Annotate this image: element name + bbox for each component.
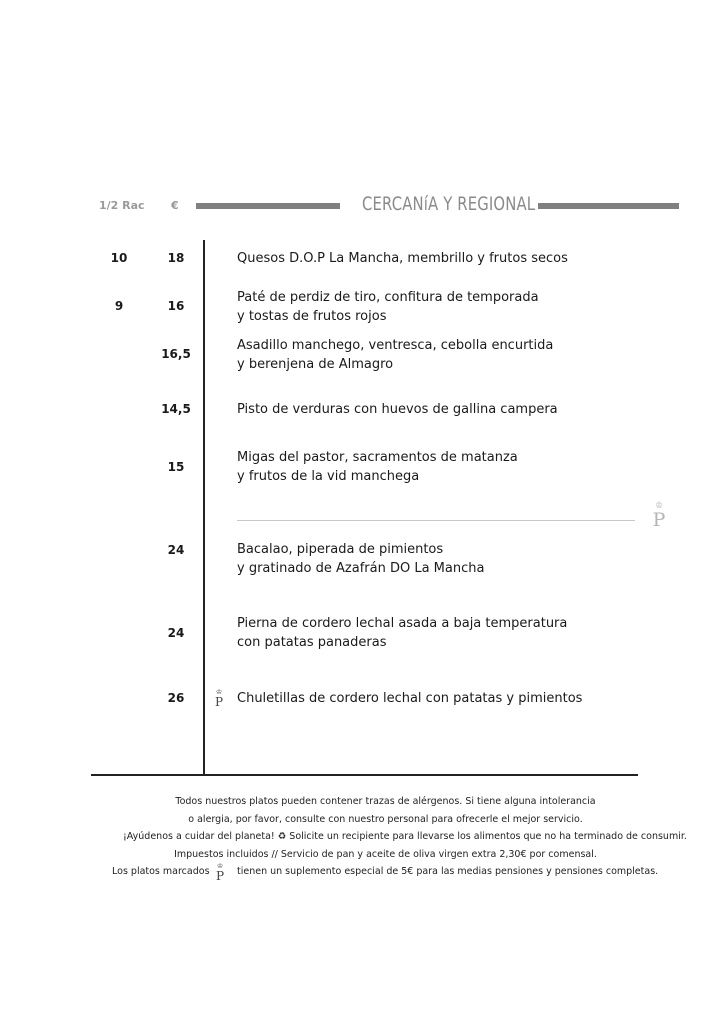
price-label: €	[171, 199, 179, 212]
dish-1-half-price: 10	[110, 251, 128, 265]
dish-2-half-price: 9	[114, 299, 124, 313]
header-bar-right	[538, 203, 679, 209]
dish-6-price: 24	[167, 543, 185, 557]
planet-notice: ¡Ayúdenos a cuidar del planeta! ♻ Solicite un recipiente para llevarse los alimentos que no ha terminado de consumir.	[123, 831, 687, 842]
dish-5-price: 15	[167, 460, 185, 474]
allergen-notice-line1: Todos nuestros platos pueden contener trazas de alérgenos. Si tiene alguna intolerancia	[175, 796, 596, 807]
dish-7-name: Pierna de cordero lechal asada a baja temperatura con patatas panaderas	[237, 616, 568, 650]
supplement-notice-end: tienen un suplemento especial de 5€ para las medias pensiones y pensiones completas.	[237, 866, 659, 877]
dish-3-price: 16,5	[161, 347, 191, 361]
section-separator	[237, 520, 635, 521]
dish-1-price: 18	[167, 251, 185, 265]
parador-p-icon: ♔ P	[214, 688, 224, 709]
dish-7-price: 24	[167, 626, 185, 640]
dish-8-name: Chuletillas de cordero lechal con patatas y pimientos	[237, 691, 583, 706]
dish-3-name: Asadillo manchego, ventresca, cebolla encurtida y berenjena de Almagro	[237, 338, 554, 372]
header-bar-left	[196, 203, 340, 209]
half-portion-label: 1/2 Rac	[99, 199, 145, 212]
section-title: CERCANíA Y REGIONAL	[362, 193, 536, 215]
parador-logo	[648, 502, 670, 529]
bottom-rule	[91, 774, 638, 776]
dish-8-price: 26	[167, 691, 185, 705]
dish-4-name: Pisto de verduras con huevos de gallina campera	[237, 402, 558, 417]
dish-2-price: 16	[167, 299, 185, 313]
supplement-notice-start: Los platos marcados	[112, 866, 210, 877]
logo-letter: P	[652, 509, 666, 531]
dish-5-name: Migas del pastor, sacramentos de matanza y frutos de la vid manchega	[237, 450, 518, 484]
crown-icon: ♔	[654, 501, 664, 511]
parador-p-icon: ♔ P	[215, 862, 225, 883]
column-divider	[203, 240, 205, 775]
taxes-notice: Impuestos incluidos // Servicio de pan y aceite de oliva virgen extra 2,30€ por comensal.	[174, 849, 597, 860]
allergen-notice-line2: o alergia, por favor, consulte con nuestro personal para ofrecerle el mejor servicio.	[188, 814, 583, 825]
dish-2-name: Paté de perdiz de tiro, confitura de temporada y tostas de frutos rojos	[237, 290, 539, 324]
dish-1-name: Quesos D.O.P La Mancha, membrillo y frutos secos	[237, 251, 568, 266]
dish-4-price: 14,5	[161, 402, 191, 416]
dish-6-name: Bacalao, piperada de pimientos y gratinado de Azafrán DO La Mancha	[237, 542, 485, 576]
